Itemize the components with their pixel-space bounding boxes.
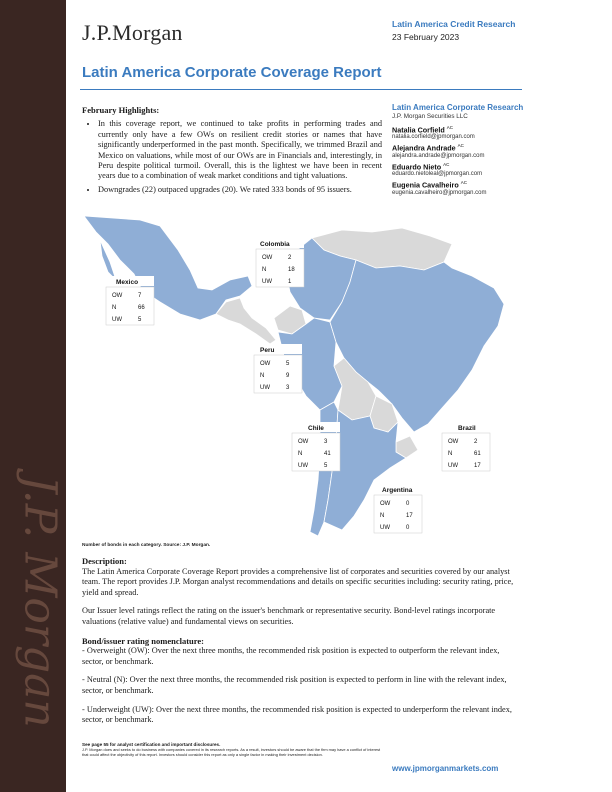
peru-table xyxy=(254,344,302,393)
description-heading: Description: xyxy=(82,556,127,566)
description-section xyxy=(82,556,522,734)
disclosure-text: J.P. Morgan does and seeks to do business with companies covered in its research reports. As a result, investors should be aware that the firm may have a conflict of interest that could affect the objectivity of this report. Investors should consider this report as only a single factor in making their investment decision. xyxy=(82,747,381,757)
row-value: 61 xyxy=(474,451,481,457)
website-link[interactable]: www.jpmorganmarkets.com xyxy=(392,764,499,773)
jpmorgan-logo: J.P.Morgan xyxy=(82,20,183,45)
highlight-item: • In this coverage report, we continued to take profits in performing trades and currently only have a few OWs on resilient credit stories or names that have significantly underperformed in the past month. Specifically, we trimmed Brazil and Mexico on valuations, while most of our OWs are in Financials and, interestingly, in Peru despite political turmoil. Overall, this is the lightest we have been in recent years due to a combination of weak market conditions and tight valuations. xyxy=(98,119,382,181)
title-divider xyxy=(80,89,522,90)
mexico-table xyxy=(106,276,154,325)
row-key: N xyxy=(262,267,267,273)
row-key: UW xyxy=(448,463,458,469)
row-value: 1 xyxy=(288,279,292,285)
author-name: Alejandra Andrade $^{AC}$ xyxy=(392,143,464,153)
country-label: Argentina xyxy=(382,487,413,494)
row-value: 2 xyxy=(474,439,478,445)
row-key: OW xyxy=(298,439,309,445)
authors-subheading: J.P. Morgan Securities LLC xyxy=(392,113,468,120)
author-email[interactable]: alejandra.andrade@jpmorgan.com xyxy=(392,152,485,159)
row-value: 17 xyxy=(406,513,413,519)
brazil-table xyxy=(442,422,490,471)
authors-heading: Latin America Corporate Research xyxy=(392,103,524,112)
row-value: 5 xyxy=(324,463,328,469)
nomenclature-overweight: - Overweight (OW): Over the next three months, the recommended risk position is expected to outperform the relevant index, sector, or benchmark. xyxy=(82,646,500,666)
row-key: OW xyxy=(448,439,459,445)
row-key: N xyxy=(448,451,453,457)
author-email[interactable]: eugenia.cavalheiro@jpmorgan.com xyxy=(392,189,487,196)
country-label: Brazil xyxy=(458,425,476,432)
country-label: Mexico xyxy=(116,279,139,286)
report-series: Latin America Credit Research xyxy=(392,19,516,29)
row-value: 17 xyxy=(474,463,481,469)
row-key: OW xyxy=(260,361,271,367)
row-value: 0 xyxy=(406,501,410,507)
row-key: N xyxy=(260,373,265,379)
nomenclature-heading: Bond/issuer rating nomenclature: xyxy=(82,635,204,646)
report-date: 23 February 2023 xyxy=(392,32,460,42)
row-key: UW xyxy=(260,385,270,391)
argentina-table xyxy=(374,484,422,533)
row-value: 66 xyxy=(138,305,145,311)
description-paragraph: The Latin America Corporate Coverage Report provides a comprehensive list of corporates and securities covered by our analyst team. The report provides J.P. Morgan analyst recommendations and details on specific securities including: security rating, price, yield and spread. xyxy=(82,566,514,597)
row-value: 3 xyxy=(286,385,290,391)
row-value: 18 xyxy=(288,267,295,273)
row-key: UW xyxy=(298,463,308,469)
central-america-shape xyxy=(216,298,276,344)
row-value: 2 xyxy=(288,255,292,261)
row-value: 9 xyxy=(286,373,290,379)
row-key: N xyxy=(112,305,117,311)
highlights-section xyxy=(82,105,382,198)
description-paragraph: Our Issuer level ratings reflect the rating on the issuer's benchmark or representative security. Bond-level ratings incorporate valuations (relative value) and fundamental views on securities. xyxy=(82,606,496,626)
report-title: Latin America Corporate Coverage Report xyxy=(82,64,382,81)
row-key: UW xyxy=(262,279,272,285)
row-key: N xyxy=(380,513,385,519)
nomenclature-underweight: - Underweight (UW): Over the next three months, the recommended risk position is expected to underperform the relevant index, sector, or benchmark. xyxy=(82,704,512,725)
row-value: 7 xyxy=(138,293,142,299)
row-value: 3 xyxy=(324,439,328,445)
highlights-list xyxy=(82,119,382,195)
row-key: OW xyxy=(380,501,391,507)
author-name: Eugenia Cavalheiro $^{AC}$ xyxy=(392,180,467,190)
disclosure-footer xyxy=(82,742,382,757)
author-name: Eduardo Nieto $^{AC}$ xyxy=(392,161,450,172)
row-key: OW xyxy=(262,255,273,261)
row-value: 5 xyxy=(138,317,142,323)
latam-coverage-map xyxy=(80,210,522,540)
authors-panel xyxy=(392,103,542,199)
row-value: 0 xyxy=(406,525,410,531)
row-value: 5 xyxy=(286,361,290,367)
highlight-item: • Downgrades (22) outpaced upgrades (20). We rated 333 bonds of 95 issuers. xyxy=(98,185,382,195)
country-label: Chile xyxy=(308,425,324,432)
row-key: N xyxy=(298,451,303,457)
row-value: 41 xyxy=(324,451,331,457)
map-source-note: Number of bonds in each category. Source: J.P. Morgan. xyxy=(82,543,211,548)
row-key: OW xyxy=(112,293,123,299)
author-email[interactable]: eduardo.nietoleal@jpmorgan.com xyxy=(392,171,483,178)
colombia-table xyxy=(256,238,304,287)
row-key: UW xyxy=(112,317,122,323)
brand-sidebar xyxy=(0,0,66,792)
nomenclature-neutral: - Neutral (N): Over the next three months, the recommended risk position is expected to perform in line with the relevant index, sector, or benchmark. xyxy=(82,675,507,695)
country-label: Peru xyxy=(260,347,275,354)
chile-table xyxy=(292,422,340,471)
row-key: UW xyxy=(380,525,390,531)
author-email[interactable]: natalia.corfield@jpmorgan.com xyxy=(392,134,475,141)
disclosure-link[interactable]: See page 55 for analyst certification and important disclosures. xyxy=(82,742,221,747)
author-name: Natalia Corfield $^{AC}$ xyxy=(392,125,453,135)
report-header xyxy=(392,19,515,42)
country-label: Colombia xyxy=(260,241,290,248)
highlights-heading: February Highlights: xyxy=(82,105,160,115)
jpmorgan-signature-watermark: J.P. Morgan xyxy=(14,475,66,728)
